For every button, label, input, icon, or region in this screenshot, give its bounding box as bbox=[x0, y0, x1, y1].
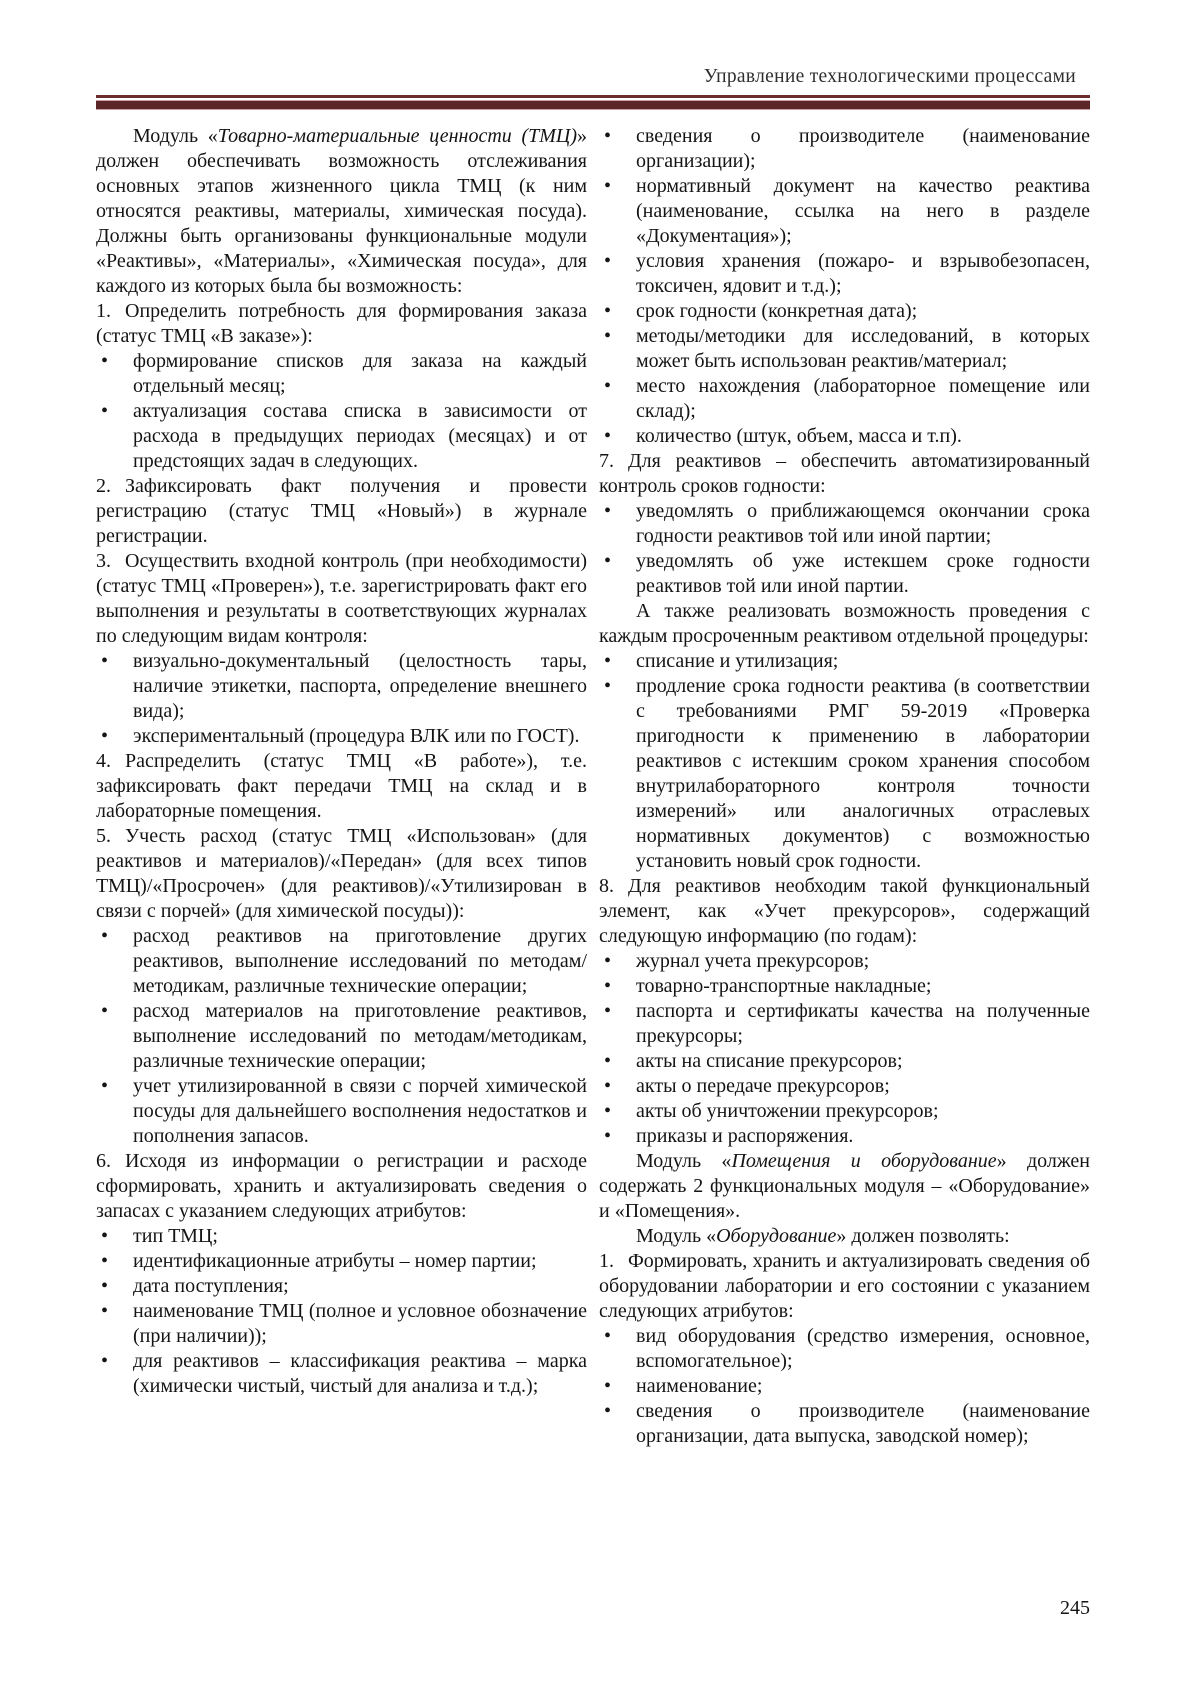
bullet-marker: • bbox=[101, 1225, 109, 1247]
paragraph bbox=[599, 449, 1090, 499]
text-run: расход реактивов на приготовление других реактивов, выполнение исследований по методам/методикам, различные технические операции; bbox=[133, 925, 587, 997]
text-run: Исходя из информации о регистрации и расходе сформировать, хранить и актуализировать сведения о запасах с указанием следующих атрибутов: bbox=[96, 1150, 587, 1222]
item-number: 6. bbox=[96, 1150, 111, 1172]
bullet-marker: • bbox=[101, 1275, 109, 1297]
list-item bbox=[599, 549, 1090, 599]
header-rule-thick bbox=[96, 101, 1090, 109]
item-number: 3. bbox=[96, 550, 111, 572]
list-item bbox=[599, 174, 1090, 249]
text-run: Зафиксировать факт получения и провести регистрацию (статус ТМЦ «Новый») в журнале регистрации. bbox=[96, 475, 587, 547]
list-item bbox=[599, 1049, 1090, 1074]
text-run: Осуществить входной контроль (при необходимости) (статус ТМЦ «Проверен»), т.е. зарегистрировать факт его выполнения и результаты в соответствующих журналах по следующим видам контроля: bbox=[96, 550, 587, 647]
item-number: 4. bbox=[96, 750, 111, 772]
list-item bbox=[599, 249, 1090, 299]
right-column bbox=[599, 124, 1090, 1449]
text-run: А также реализовать возможность проведения с каждым просроченным реактивом отдельной процедуры: bbox=[599, 600, 1090, 647]
bullet-marker: • bbox=[604, 375, 612, 397]
list-item bbox=[96, 399, 587, 474]
bullet-marker: • bbox=[604, 975, 612, 997]
bullet-marker: • bbox=[604, 425, 612, 447]
text-run: учет утилизированной в связи с порчей химической посуды для дальнейшего восполнения недостатков и пополнения запасов. bbox=[133, 1075, 587, 1147]
text-run: приказы и распоряжения. bbox=[636, 1125, 854, 1147]
text-run: Для реактивов – обеспечить автоматизированный контроль сроков годности: bbox=[599, 450, 1090, 497]
list-item bbox=[599, 499, 1090, 549]
item-number: 1. bbox=[599, 1250, 614, 1272]
text-run: Модуль « bbox=[636, 1150, 732, 1172]
list-item bbox=[96, 649, 587, 724]
paragraph bbox=[96, 299, 587, 349]
bullet-marker: • bbox=[604, 1000, 612, 1022]
bullet-marker: • bbox=[101, 350, 109, 372]
list-item bbox=[599, 424, 1090, 449]
text-run: дата поступления; bbox=[133, 1275, 289, 1297]
bullet-marker: • bbox=[101, 1075, 109, 1097]
list-item bbox=[599, 299, 1090, 324]
text-run: нормативный документ на качество реактива (наименование, ссылка на него в разделе «Документация»); bbox=[636, 175, 1090, 247]
list-item bbox=[599, 1374, 1090, 1399]
item-number: 8. bbox=[599, 875, 614, 897]
text-run: Формировать, хранить и актуализировать сведения об оборудовании лаборатории и его состоянии с указанием следующих атрибутов: bbox=[599, 1250, 1090, 1322]
text-run: Оборудование bbox=[716, 1225, 837, 1247]
bullet-marker: • bbox=[604, 125, 612, 147]
text-run: списание и утилизация; bbox=[636, 650, 839, 672]
list-item bbox=[599, 1124, 1090, 1149]
text-run: для реактивов – классификация реактива – марка (химически чистый, чистый для анализа и т.д.); bbox=[133, 1350, 587, 1397]
text-run: вид оборудования (средство измерения, основное, вспомогательное); bbox=[636, 1325, 1090, 1372]
paragraph bbox=[599, 1249, 1090, 1324]
text-run: акты о передаче прекурсоров; bbox=[636, 1075, 890, 1097]
bullet-marker: • bbox=[101, 400, 109, 422]
bullet-marker: • bbox=[604, 325, 612, 347]
text-run: место нахождения (лабораторное помещение или склад); bbox=[636, 375, 1090, 422]
list-item bbox=[96, 1224, 587, 1249]
bullet-marker: • bbox=[604, 1075, 612, 1097]
text-run: наименование ТМЦ (полное и условное обозначение (при наличии)); bbox=[133, 1300, 587, 1347]
list-item bbox=[96, 1349, 587, 1399]
running-head: Управление технологическими процессами bbox=[703, 66, 1076, 87]
text-run: формирование списков для заказа на каждый отдельный месяц; bbox=[133, 350, 587, 397]
bullet-marker: • bbox=[604, 1400, 612, 1422]
bullet-marker: • bbox=[604, 675, 612, 697]
text-run: Модуль « bbox=[636, 1225, 717, 1247]
page-header bbox=[96, 66, 1090, 109]
bullet-marker: • bbox=[604, 175, 612, 197]
bullet-marker: • bbox=[604, 650, 612, 672]
paragraph bbox=[96, 124, 587, 299]
list-item bbox=[599, 1324, 1090, 1374]
list-item bbox=[599, 649, 1090, 674]
item-number: 1. bbox=[96, 300, 111, 322]
text-run: тип ТМЦ; bbox=[133, 1225, 218, 1247]
paragraph bbox=[96, 1149, 587, 1224]
text-run: срок годности (конкретная дата); bbox=[636, 300, 918, 322]
paragraph bbox=[599, 874, 1090, 949]
list-item bbox=[599, 1099, 1090, 1124]
bullet-marker: • bbox=[604, 950, 612, 972]
list-item bbox=[96, 1249, 587, 1274]
bullet-marker: • bbox=[604, 250, 612, 272]
bullet-marker: • bbox=[604, 500, 612, 522]
list-item bbox=[96, 1074, 587, 1149]
page-number: 245 bbox=[1060, 1597, 1090, 1619]
text-run: » должен обеспечивать возможность отслеживания основных этапов жизненного цикла ТМЦ (к ним относятся реактивы, материалы, химическая посуда). Должны быть организованы функциональные модули «Реактивы», «Материалы», «Химическая посуда», для каждого из которых была бы возможность: bbox=[96, 125, 587, 297]
text-run: сведения о производителе (наименование организации); bbox=[636, 125, 1090, 172]
bullet-marker: • bbox=[604, 1375, 612, 1397]
bullet-marker: • bbox=[101, 1300, 109, 1322]
paragraph bbox=[96, 549, 587, 649]
two-column-text bbox=[96, 124, 1090, 1449]
list-item bbox=[96, 1299, 587, 1349]
text-run: журнал учета прекурсоров; bbox=[636, 950, 870, 972]
bullet-marker: • bbox=[604, 1100, 612, 1122]
paragraph bbox=[96, 824, 587, 924]
list-item bbox=[599, 124, 1090, 174]
text-run: условия хранения (пожаро- и взрывобезопасен, токсичен, ядовит и т.д.); bbox=[636, 250, 1090, 297]
list-item bbox=[599, 949, 1090, 974]
list-item bbox=[96, 999, 587, 1074]
text-run: Для реактивов необходим такой функциональный элемент, как «Учет прекурсоров», содержащий следующую информацию (по годам): bbox=[599, 875, 1090, 947]
paragraph bbox=[96, 749, 587, 824]
list-item bbox=[599, 1399, 1090, 1449]
list-item bbox=[599, 374, 1090, 424]
text-run: Распределить (статус ТМЦ «В работе»), т.е. зафиксировать факт передачи ТМЦ на склад и в лабораторные помещения. bbox=[96, 750, 587, 822]
bullet-marker: • bbox=[101, 650, 109, 672]
list-item bbox=[599, 1074, 1090, 1099]
list-item bbox=[96, 1274, 587, 1299]
paragraph bbox=[599, 1149, 1090, 1224]
text-run: актуализация состава списка в зависимости от расхода в предыдущих периодах (месяцах) и от предстоящих задач в следующих. bbox=[133, 400, 587, 472]
text-run: сведения о производителе (наименование организации, дата выпуска, заводской номер); bbox=[636, 1400, 1090, 1447]
text-run: уведомлять о приближающемся окончании срока годности реактивов той или иной партии; bbox=[636, 500, 1090, 547]
text-run: Модуль « bbox=[133, 125, 218, 147]
item-number: 2. bbox=[96, 475, 111, 497]
text-run: акты на списание прекурсоров; bbox=[636, 1050, 903, 1072]
text-run: уведомлять об уже истекшем сроке годности реактивов той или иной партии. bbox=[636, 550, 1090, 597]
text-run: товарно-транспортные накладные; bbox=[636, 975, 932, 997]
paragraph bbox=[599, 1224, 1090, 1249]
text-run: идентификационные атрибуты – номер партии; bbox=[133, 1250, 537, 1272]
list-item bbox=[599, 324, 1090, 374]
text-run: визуально-документальный (целостность тары, наличие этикетки, паспорта, определение внешнего вида); bbox=[133, 650, 587, 722]
list-item bbox=[96, 724, 587, 749]
bullet-marker: • bbox=[101, 725, 109, 747]
header-rule-thin bbox=[96, 95, 1090, 98]
list-item bbox=[599, 974, 1090, 999]
text-run: методы/методики для исследований, в которых может быть использован реактив/материал; bbox=[636, 325, 1090, 372]
text-run: экспериментальный (процедура ВЛК или по ГОСТ). bbox=[133, 725, 580, 747]
text-run: количество (штук, объем, масса и т.п). bbox=[636, 425, 962, 447]
bullet-marker: • bbox=[101, 1350, 109, 1372]
bullet-marker: • bbox=[101, 925, 109, 947]
text-run: наименование; bbox=[636, 1375, 763, 1397]
paragraph bbox=[599, 599, 1090, 649]
text-run: акты об уничтожении прекурсоров; bbox=[636, 1100, 939, 1122]
bullet-marker: • bbox=[604, 1125, 612, 1147]
list-item bbox=[96, 924, 587, 999]
text-run: Товарно-материальные ценности (ТМЦ) bbox=[217, 125, 577, 147]
text-run: » должен позволять: bbox=[836, 1225, 1010, 1247]
bullet-marker: • bbox=[604, 300, 612, 322]
text-run: паспорта и сертификаты качества на полученные прекурсоры; bbox=[636, 1000, 1090, 1047]
list-item bbox=[599, 674, 1090, 874]
text-run: расход материалов на приготовление реактивов, выполнение исследований по методам/методикам, различные технические операции; bbox=[133, 1000, 587, 1072]
bullet-marker: • bbox=[101, 1250, 109, 1272]
text-run: » должен содержать 2 функциональных модуля – «Оборудование» и «Помещения». bbox=[599, 1150, 1091, 1222]
paragraph bbox=[96, 474, 587, 549]
left-column bbox=[96, 124, 587, 1449]
bullet-marker: • bbox=[604, 1325, 612, 1347]
text-run: Учесть расход (статус ТМЦ «Использован» (для реактивов и материалов)/«Передан» (для всех типов ТМЦ)/«Просрочен» (для реактивов)/«Утилизирован в связи с порчей» (для химической посуды)): bbox=[96, 825, 587, 922]
item-number: 7. bbox=[599, 450, 614, 472]
list-item bbox=[96, 349, 587, 399]
text-run: Помещения и оборудование bbox=[731, 1150, 997, 1172]
item-number: 5. bbox=[96, 825, 111, 847]
bullet-marker: • bbox=[101, 1000, 109, 1022]
text-run: продление срока годности реактива (в соответствии с требованиями РМГ 59-2019 «Проверка пригодности к применению в лаборатории реактивов с истекшим сроком хранения способом внутрилабораторного контроля точности измерений» или аналогичных отраслевых нормативных документов) с возможностью установить новый срок годности. bbox=[636, 675, 1090, 872]
list-item bbox=[599, 999, 1090, 1049]
text-run: Определить потребность для формирования заказа (статус ТМЦ «В заказе»): bbox=[96, 300, 587, 347]
bullet-marker: • bbox=[604, 1050, 612, 1072]
bullet-marker: • bbox=[604, 550, 612, 572]
